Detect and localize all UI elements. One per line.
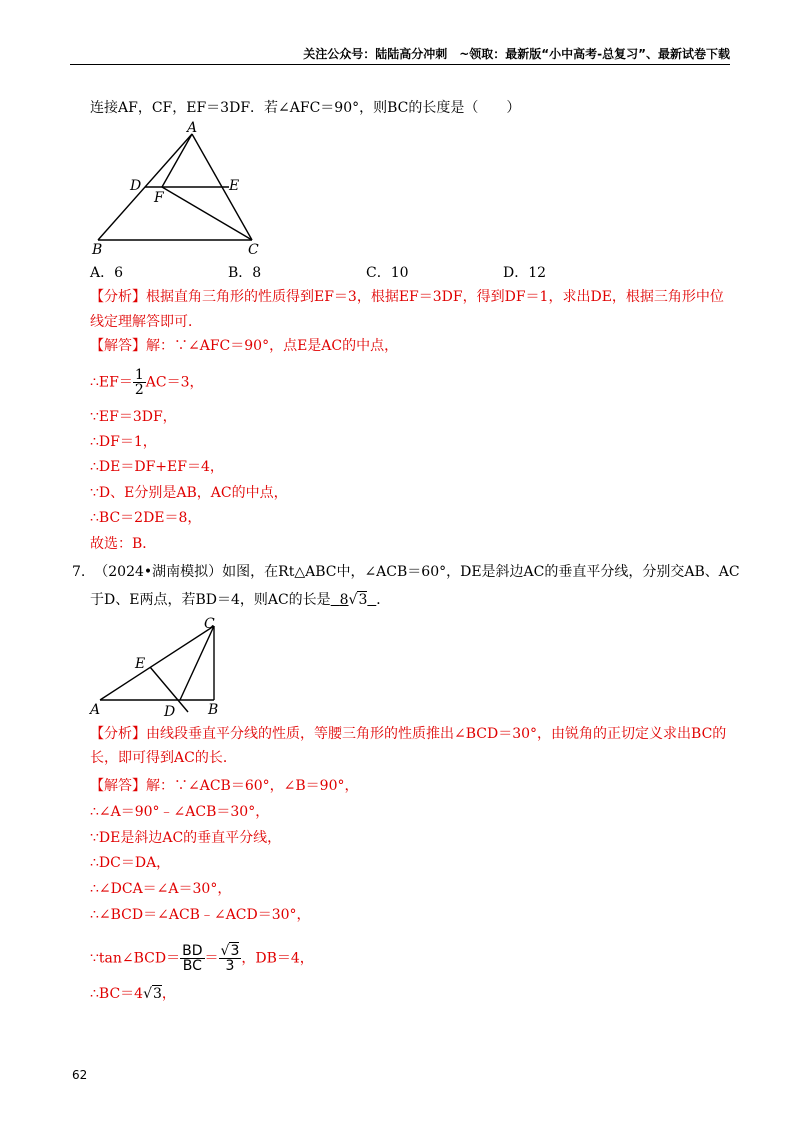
q6-step1-prefix: ∴EF＝	[90, 374, 133, 391]
q6-label-A: A	[187, 120, 198, 136]
q6-step1-fraction	[133, 368, 146, 397]
q7-figure	[86, 612, 236, 722]
q6-step6: ∴BC＝2DE＝8，	[90, 510, 202, 526]
q7-number: 7.	[72, 564, 86, 580]
q7-stem-1	[72, 562, 740, 582]
q6-stem: 连接AF，CF，EF＝3DF．若∠AFC＝90°，则BC的长度是（ ）	[90, 100, 521, 116]
page-number: 62	[72, 1068, 88, 1082]
q6-step1-suffix: AC＝3，	[145, 374, 204, 391]
q7-stem-2-suffix: ．	[376, 592, 391, 608]
q7-step1: ∴∠A＝90°﹣∠ACB＝30°，	[90, 804, 270, 820]
q7-step6-num2-rad: 3	[230, 943, 240, 959]
q7-label-E: E	[135, 656, 146, 672]
q7-analysis-1	[90, 724, 726, 744]
q7-step6-num1: BD	[182, 943, 203, 959]
q7-solution-tag: 【解答】	[90, 778, 146, 794]
q6-solution-first	[90, 336, 398, 356]
q7-step6-prefix: ∵tan∠BCD＝	[90, 950, 181, 967]
q6-label-B: B	[92, 242, 103, 258]
q7-step7-suffix: ，	[161, 986, 176, 1002]
q6-step1-num: 1	[134, 367, 144, 383]
q6-step1	[90, 368, 204, 397]
q7-step6-den1: BC	[182, 958, 202, 974]
q6-option-c: C．10	[366, 265, 409, 281]
q6-analysis-tag: 【分析】	[90, 289, 146, 305]
q7-step6-fraction1	[180, 944, 204, 973]
q7-label-B: B	[208, 702, 219, 718]
q7-step2: ∵DE是斜边AC的垂直平分线，	[90, 830, 282, 846]
q7-step6-eq: ＝	[204, 950, 219, 967]
q7-step6-suffix: ，DB＝4，	[241, 950, 314, 967]
q6-label-F: F	[154, 190, 164, 206]
q7-answer-sqrt: √3	[348, 592, 368, 608]
q6-step1-den: 2	[134, 382, 144, 398]
q7-step5: ∴∠BCD＝∠ACB﹣∠ACD＝30°，	[90, 907, 311, 923]
q7-label-D: D	[164, 704, 176, 720]
q6-solution-text: 解：∵∠AFC＝90°，点E是AC的中点，	[146, 338, 399, 354]
q7-answer-coef: 8	[339, 592, 349, 608]
q7-label-C: C	[204, 616, 215, 632]
q7-step6	[90, 944, 314, 973]
q6-label-E: E	[229, 178, 240, 194]
page-header: 关注公众号：陆陆高分冲刺 ~领取：最新版“小中高考-总复习”、最新试卷下载	[70, 44, 730, 65]
q7-step6-num2: √3	[220, 943, 240, 959]
q6-choose: 故选：B．	[90, 536, 157, 552]
q7-stem-2	[90, 590, 390, 610]
q6-solution-tag: 【解答】	[90, 338, 146, 354]
q6-option-d: D．12	[503, 265, 547, 281]
q7-analysis-text: 由线段垂直平分线的性质，等腰三角形的性质推出∠BCD＝30°，由锐角的正切定义求出BC的	[146, 726, 727, 742]
q7-stem-2-prefix: 于D、E两点，若BD＝4，则AC的长是	[90, 592, 331, 608]
q7-step4: ∴∠DCA＝∠A＝30°，	[90, 881, 232, 897]
q6-label-C: C	[248, 242, 259, 258]
q6-analysis-text: 根据直角三角形的性质得到EF＝3，根据EF＝3DF，得到DF＝1，求出DE，根据三角形中位	[146, 289, 724, 305]
q7-answer-blank	[331, 592, 377, 608]
q7-analysis-2: 长，即可得到AC的长．	[90, 750, 237, 766]
q7-step7-prefix: ∴BC＝4	[90, 986, 144, 1002]
q7-solution-text: 解：∵∠ACB＝60°，∠B＝90°，	[146, 778, 359, 794]
q7-label-A: A	[90, 702, 101, 718]
q7-step6-fraction2	[219, 944, 242, 973]
q7-step6-den2: 3	[225, 958, 235, 974]
q7-step7-sqrt: √3	[143, 986, 162, 1002]
q6-analysis-1	[90, 287, 724, 307]
q6-option-b: B．8	[228, 265, 262, 281]
q7-answer-rad: 3	[358, 592, 368, 608]
q7-step7-rad: 3	[153, 986, 162, 1002]
q6-analysis-2: 线定理解答即可．	[90, 314, 202, 330]
q6-step2: ∵EF＝3DF，	[90, 409, 177, 425]
q7-analysis-tag: 【分析】	[90, 726, 146, 742]
q6-label-D: D	[130, 178, 142, 194]
q6-figure	[86, 120, 276, 260]
q7-step7	[90, 984, 176, 1004]
q6-step5: ∵D、E分别是AB，AC的中点，	[90, 485, 288, 501]
q6-step4: ∴DE＝DF+EF＝4，	[90, 459, 224, 475]
q7-stem-1-text: （2024•湖南模拟）如图，在Rt△ABC中，∠ACB＝60°，DE是斜边AC的垂直平分线，分别交AB、AC	[94, 564, 740, 580]
q6-option-a: A．6	[90, 265, 124, 281]
q6-step3: ∴DF＝1，	[90, 434, 157, 450]
q7-step3: ∴DC＝DA，	[90, 855, 171, 871]
q7-solution-first	[90, 776, 359, 796]
